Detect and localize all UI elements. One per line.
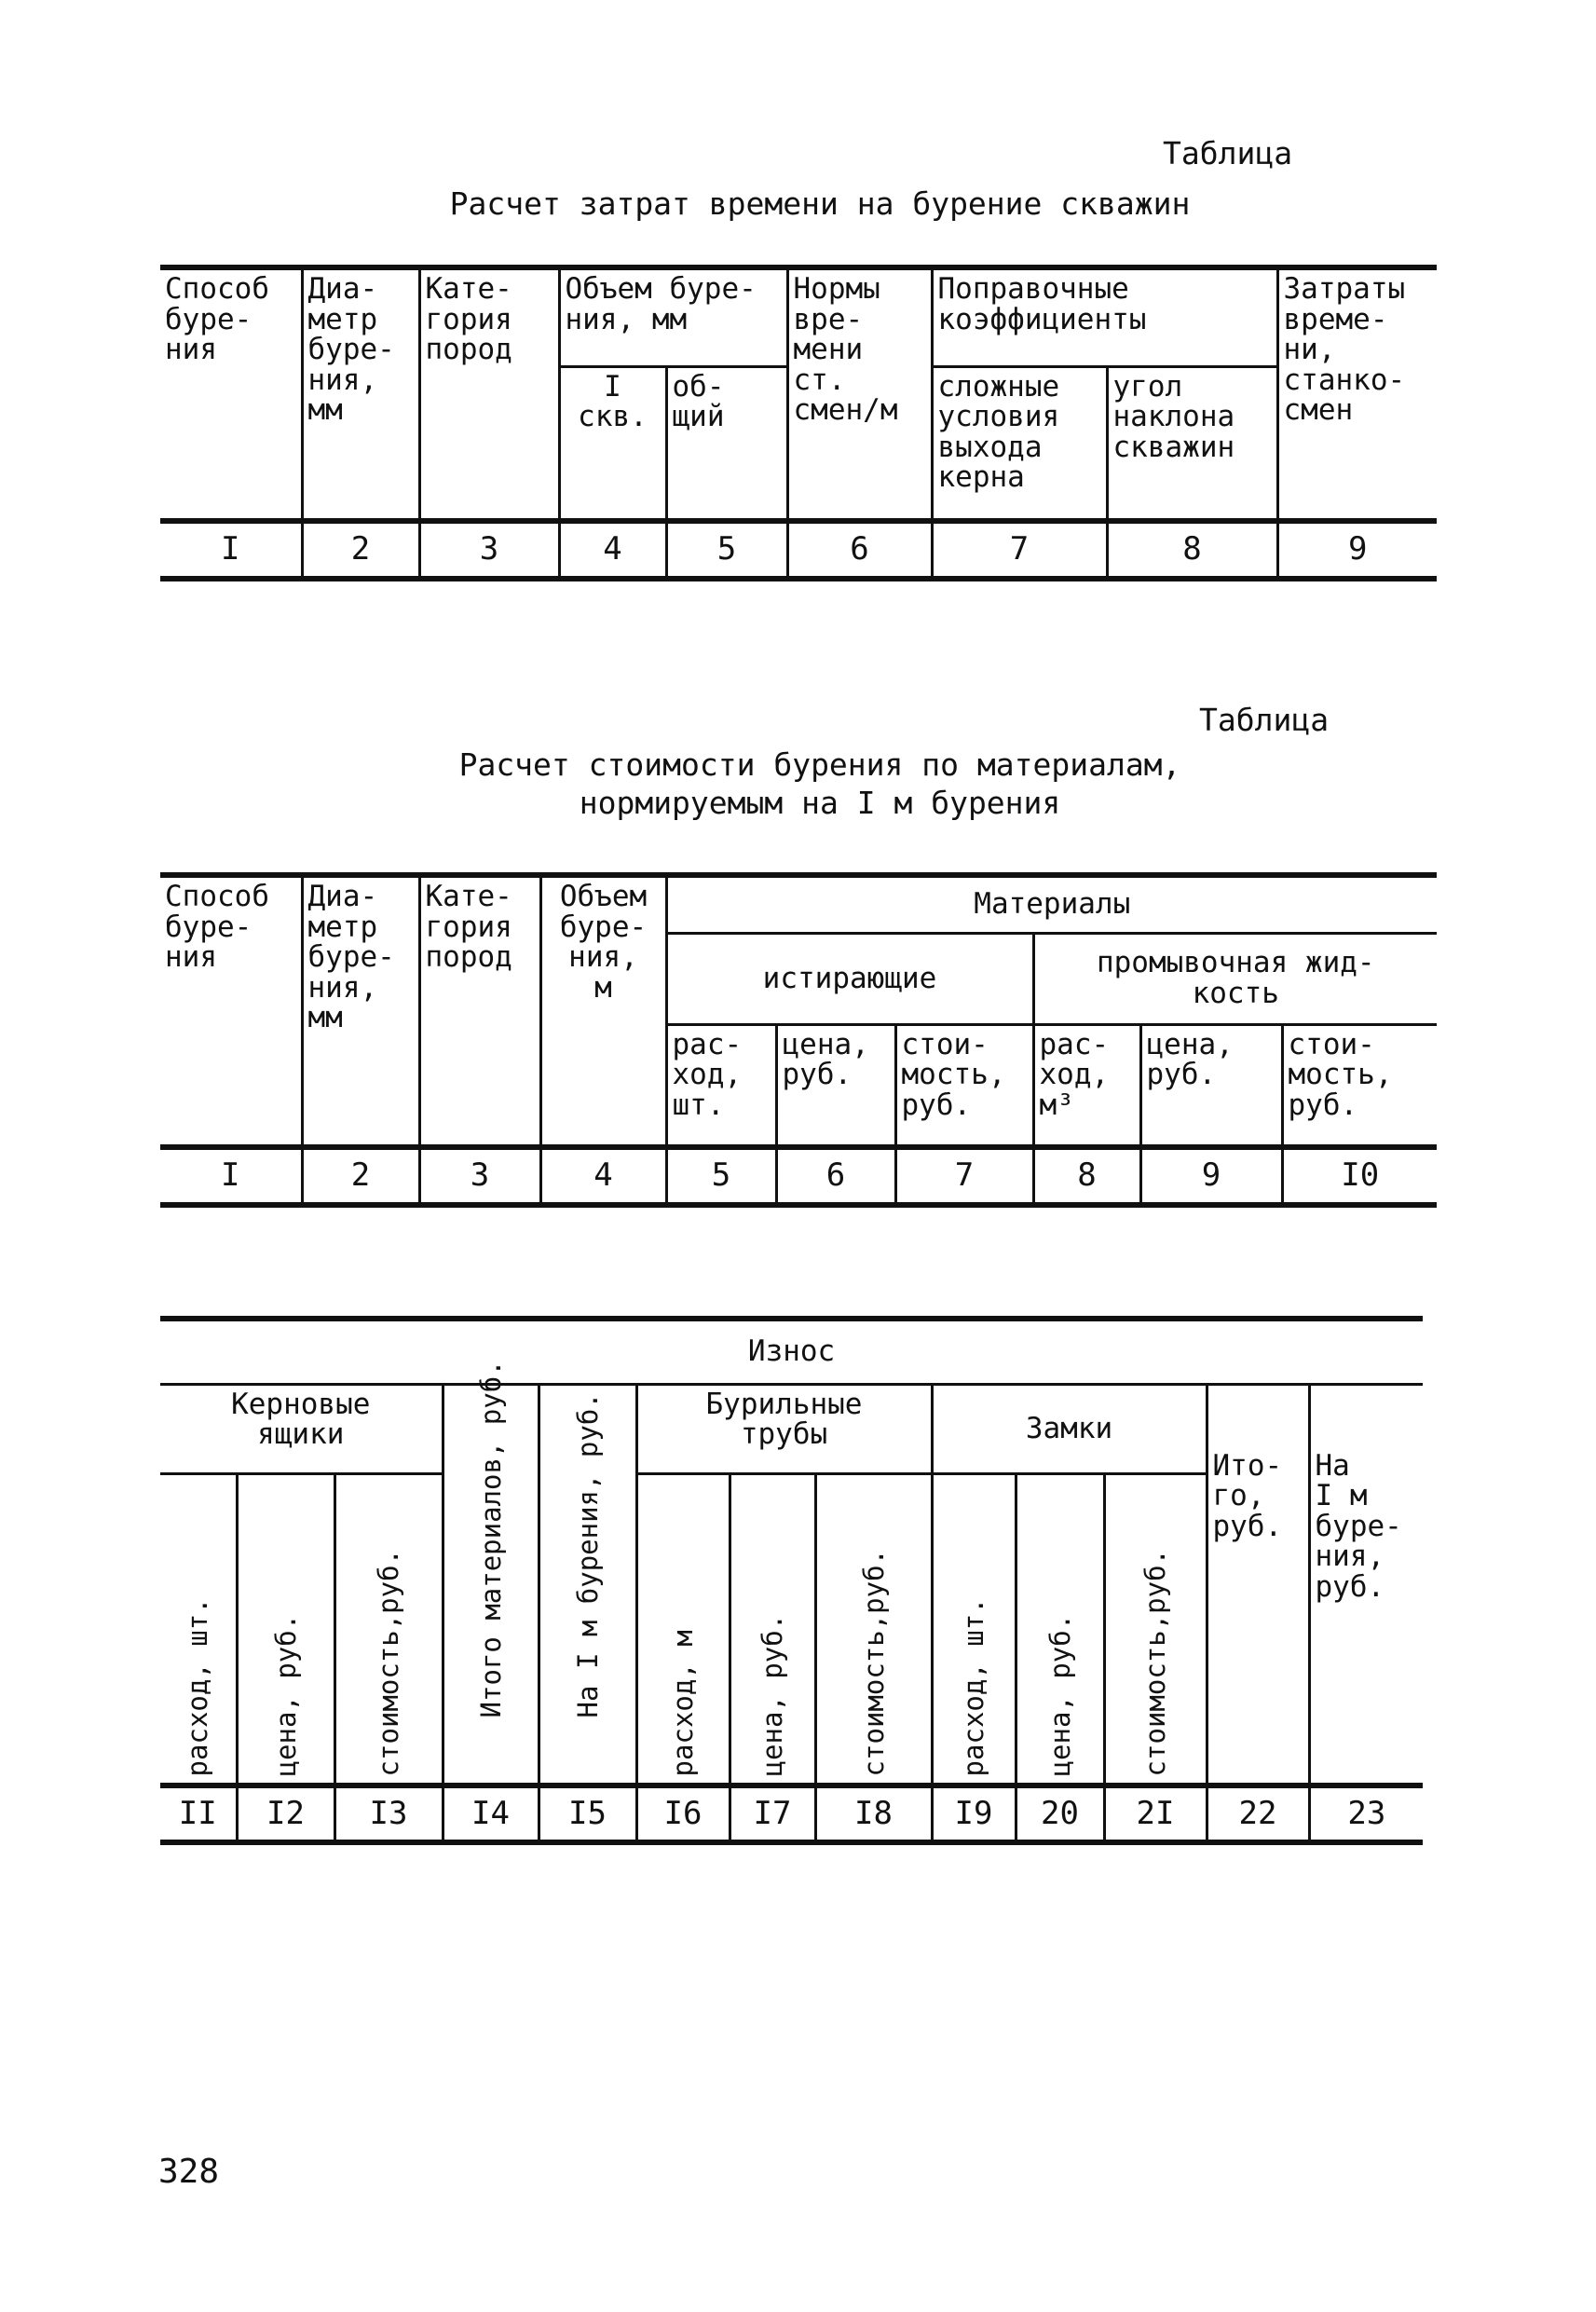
table2-title: Расчет стоимости бурения по материалам, нормируемым на I м бурения (458, 746, 1181, 822)
t1-h-category: Кате- гория пород (419, 267, 559, 521)
table3 (160, 1316, 1423, 1845)
t3-h-wear: Износ (160, 1319, 1423, 1384)
t3-h-total-materials-cell (443, 1359, 539, 1785)
t3-h-locks-qty: расход, шт. (957, 1597, 989, 1777)
t3-num: I2 (237, 1785, 334, 1843)
t3-h-locks-price-cell (1016, 1473, 1104, 1785)
t1-h-volume-total: об- щий (666, 366, 787, 521)
t1-num: 2 (302, 521, 419, 579)
t3-h-boxes-cost-cell (334, 1473, 443, 1785)
t3-h-pipes-price: цена, руб. (756, 1613, 788, 1777)
t1-h-coefficients: Поправочные коэффициенты (932, 267, 1277, 366)
t1-h-angle: угол наклона скважин (1107, 366, 1277, 521)
t1-num: 7 (932, 521, 1107, 579)
t3-h-boxes-price-cell (237, 1473, 334, 1785)
t3-num: 2I (1104, 1785, 1207, 1843)
t3-h-boxes-qty: расход, шт. (182, 1597, 214, 1777)
table2-label: Таблица (1199, 702, 1330, 738)
t1-num: 8 (1107, 521, 1277, 579)
t2-h-fl-price: цена, руб. (1140, 1024, 1282, 1147)
t2-num: 3 (419, 1147, 540, 1205)
t3-num: I5 (539, 1785, 636, 1843)
table1-label: Таблица (1163, 135, 1293, 171)
t3-h-boxes-qty-cell (160, 1473, 237, 1785)
t1-h-volume-one: I скв. (559, 366, 666, 521)
t2-h-abr-price: цена, руб. (776, 1024, 895, 1147)
page-number: 328 (158, 2153, 220, 2191)
t2-num: 6 (776, 1147, 895, 1205)
t2-h-volume: Объем буре- ния, м (540, 875, 666, 1147)
t2-h-fl-qty: рас- ход, м³ (1033, 1024, 1140, 1147)
t2-h-abr-cost: стои- мость, руб. (895, 1024, 1033, 1147)
t1-num: 6 (787, 521, 932, 579)
t3-h-per-meter-total: На I м буре- ния, руб. (1309, 1384, 1423, 1785)
t1-h-diameter: Диа- метр буре- ния, мм (302, 267, 419, 521)
t3-h-locks-price: цена, руб. (1044, 1613, 1076, 1777)
t1-h-norm: Нормы вре- мени ст. смен/м (787, 267, 932, 521)
t1-num: 4 (559, 521, 666, 579)
t2-h-diameter: Диа- метр буре- ния, мм (302, 875, 419, 1147)
t1-num: 3 (419, 521, 559, 579)
table1-title: Расчет затрат времени на бурение скважин (449, 185, 1191, 222)
t3-num: I6 (636, 1785, 730, 1843)
t2-num: 2 (302, 1147, 419, 1205)
t2-num: 8 (1033, 1147, 1140, 1205)
t3-num: 22 (1207, 1785, 1309, 1843)
t3-h-pipes-price-cell (730, 1473, 815, 1785)
t2-num: I (160, 1147, 302, 1205)
t3-num: I4 (443, 1785, 539, 1843)
t3-num: II (160, 1785, 237, 1843)
t2-num: 5 (666, 1147, 776, 1205)
t2-h-method: Способ буре- ния (160, 875, 302, 1147)
t1-num: 9 (1277, 521, 1437, 579)
t1-num: I (160, 521, 302, 579)
t1-h-method: Способ буре- ния (160, 267, 302, 521)
t3-h-core-boxes: Керновые ящики (160, 1384, 443, 1473)
t2-h-abr-qty: рас- ход, шт. (666, 1024, 776, 1147)
t2-num: 4 (540, 1147, 666, 1205)
t1-h-volume: Объем буре- ния, мм (559, 267, 787, 366)
t3-h-pipes-cost-cell (815, 1473, 932, 1785)
t3-h-boxes-price: цена, руб. (269, 1613, 302, 1777)
t3-num: I3 (334, 1785, 443, 1843)
t1-h-time-cost: Затраты време- ни, станко- смен (1277, 267, 1437, 521)
t3-h-locks-cost-cell (1104, 1473, 1207, 1785)
t2-num: 7 (895, 1147, 1033, 1205)
t2-h-materials: Материалы (666, 875, 1437, 933)
t1-num: 5 (666, 521, 787, 579)
t2-num: I0 (1282, 1147, 1437, 1205)
t3-h-locks-qty-cell (932, 1473, 1016, 1785)
t2-h-category: Кате- гория пород (419, 875, 540, 1147)
t3-h-pipes-cost: стоимость,руб. (857, 1549, 890, 1777)
t3-h-pipes-qty-cell (636, 1473, 730, 1785)
t3-h-locks: Замки (932, 1384, 1207, 1473)
t2-num: 9 (1140, 1147, 1282, 1205)
t3-h-total: Ито- го, руб. (1207, 1384, 1309, 1785)
t1-h-complex-conditions: сложные условия выхода керна (932, 366, 1107, 521)
t3-h-total-materials: Итого материалов, руб. (474, 1359, 507, 1718)
table1 (160, 265, 1437, 581)
t3-num: 23 (1309, 1785, 1423, 1843)
t3-h-per-meter: На I м бурения, руб. (571, 1391, 604, 1718)
t3-h-drill-pipes: Бурильные трубы (636, 1384, 932, 1473)
t3-num: I7 (730, 1785, 815, 1843)
t3-h-pipes-qty: расход, м (666, 1630, 699, 1777)
t3-num: I9 (932, 1785, 1016, 1843)
t3-num: I8 (815, 1785, 932, 1843)
t2-h-flushing: промывочная жид- кость (1033, 933, 1437, 1024)
t3-num: 20 (1016, 1785, 1104, 1843)
table2 (160, 872, 1437, 1208)
t2-h-abrasive: истирающие (666, 933, 1033, 1024)
t3-h-locks-cost: стоимость,руб. (1139, 1549, 1171, 1777)
t3-h-per-meter-cell (539, 1384, 636, 1785)
t2-h-fl-cost: стои- мость, руб. (1282, 1024, 1437, 1147)
t3-h-boxes-cost: стоимость,руб. (372, 1549, 404, 1777)
